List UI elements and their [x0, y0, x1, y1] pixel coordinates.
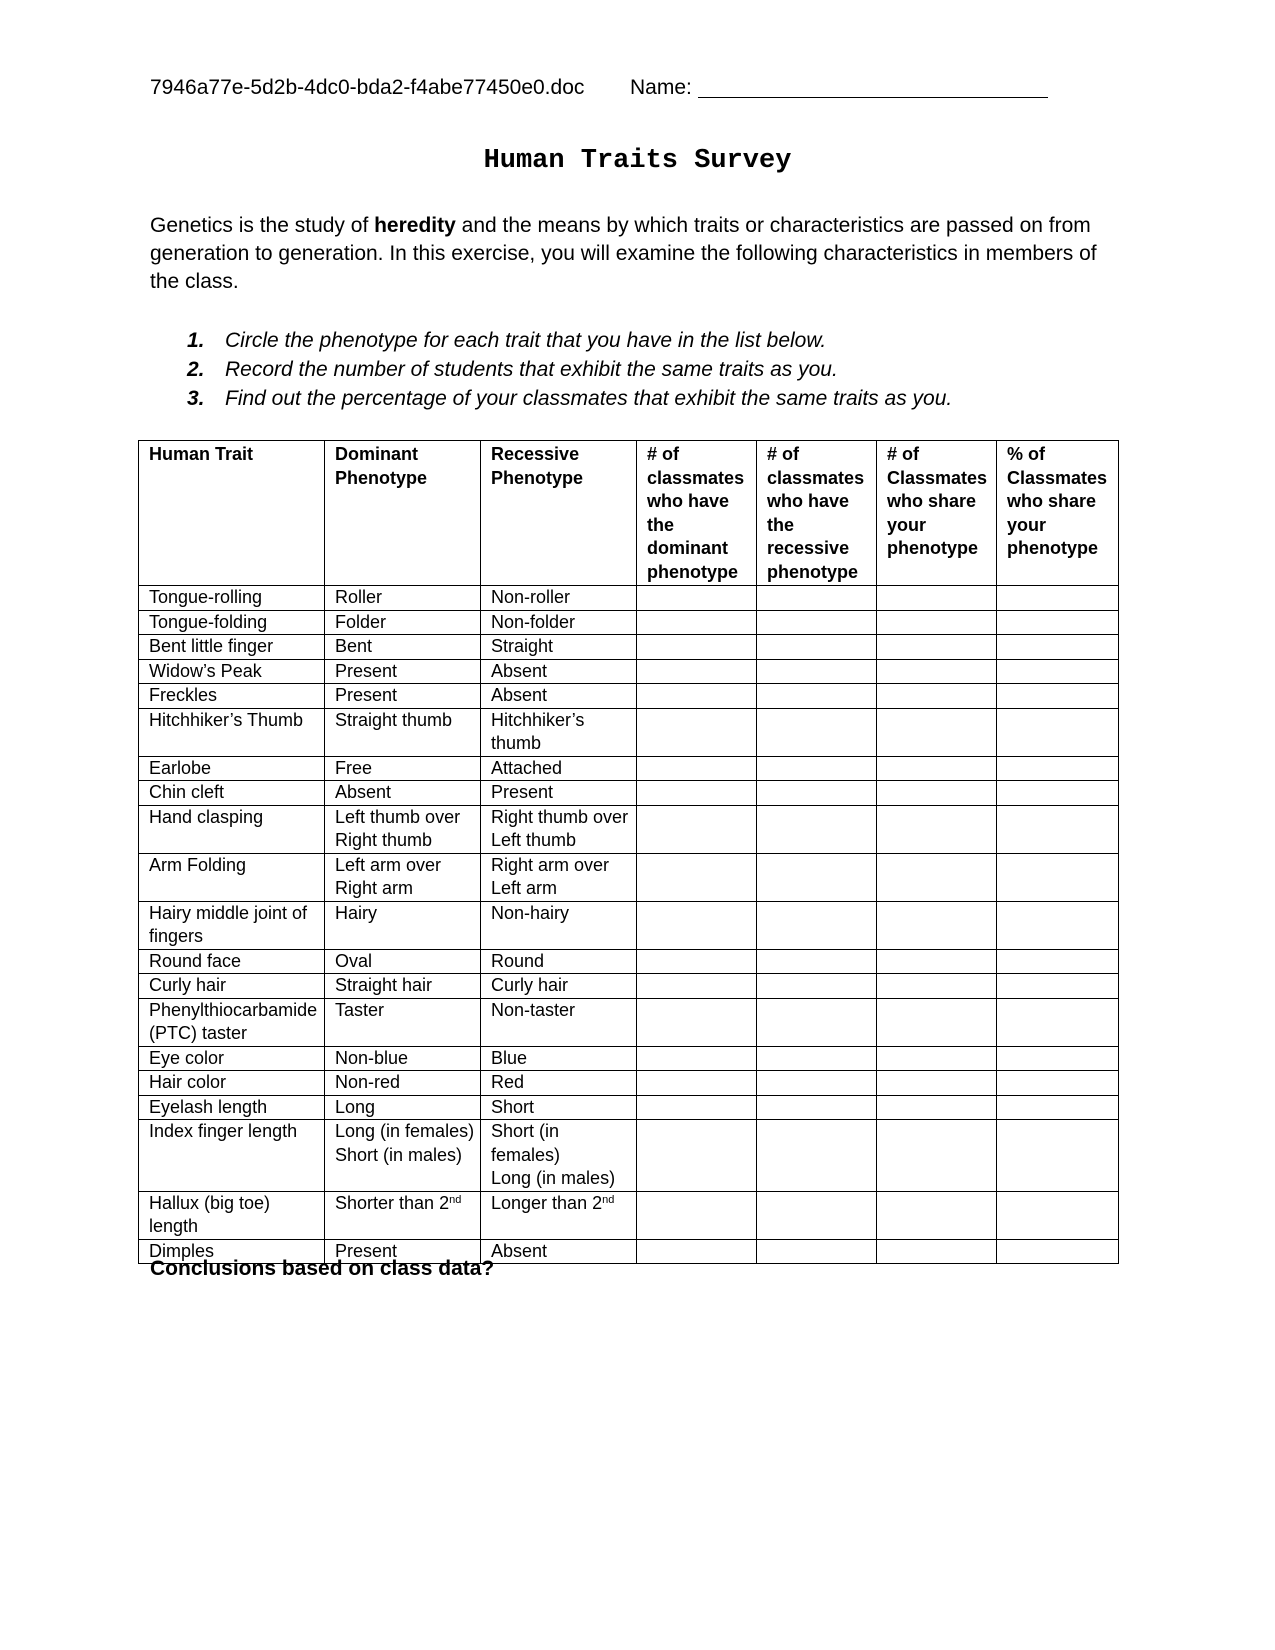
cell-text: Hitchhiker’s: [491, 709, 585, 730]
recessive-phenotype-cell[interactable]: [481, 1095, 637, 1120]
percent-share-cell[interactable]: [997, 949, 1119, 974]
count-share-cell[interactable]: [877, 853, 997, 901]
table-row: [139, 901, 1119, 949]
percent-share-cell[interactable]: [997, 974, 1119, 999]
percent-share-cell[interactable]: [997, 1046, 1119, 1071]
cell-text: Absent: [491, 1240, 548, 1261]
header-recessive-phenotype: [481, 441, 637, 586]
count-share-cell[interactable]: [877, 708, 997, 756]
cell-text: Folder: [335, 611, 387, 632]
percent-share-cell[interactable]: [997, 635, 1119, 660]
percent-share-cell[interactable]: [997, 1191, 1119, 1239]
cell-text: Arm Folding: [149, 854, 247, 875]
count-recessive-cell[interactable]: [757, 805, 877, 853]
name-blank-line[interactable]: [698, 77, 1048, 98]
cell-text: Hairy middle joint of: [149, 902, 308, 923]
trait-cell: [139, 781, 325, 806]
trait-cell: [139, 901, 325, 949]
cell-text: who share: [1007, 491, 1097, 511]
percent-share-cell[interactable]: [997, 684, 1119, 709]
count-share-cell[interactable]: [877, 1239, 997, 1264]
dominant-phenotype-cell[interactable]: [325, 635, 481, 660]
percent-share-cell[interactable]: [997, 781, 1119, 806]
cell-text: Blue: [491, 1047, 528, 1068]
recessive-phenotype-cell[interactable]: [481, 901, 637, 949]
intro-text-part2: and the means by which traits or characteristics are passed on from generation to generation. In this exercise, you will examine the following characteristics in members of the class.: [150, 214, 1097, 293]
count-share-cell[interactable]: [877, 610, 997, 635]
dominant-phenotype-cell[interactable]: [325, 901, 481, 949]
count-dominant-cell[interactable]: [637, 659, 757, 684]
count-recessive-cell[interactable]: [757, 1239, 877, 1264]
cell-text: Eye color: [149, 1047, 225, 1068]
count-dominant-cell[interactable]: [637, 781, 757, 806]
cell-text: Index finger length: [149, 1121, 298, 1141]
header-human-trait: [139, 441, 325, 586]
cell-text: Hand clasping: [149, 806, 264, 827]
dominant-phenotype-cell[interactable]: [325, 708, 481, 756]
table-row: [139, 974, 1119, 999]
cell-text: Right arm: [335, 878, 414, 898]
intro-bold-term: heredity: [374, 214, 456, 237]
cell-text: Present: [335, 685, 398, 705]
cell-text: Straight: [491, 636, 554, 656]
count-dominant-cell[interactable]: [637, 805, 757, 853]
dominant-phenotype-cell[interactable]: [325, 1191, 481, 1239]
count-recessive-cell[interactable]: [757, 974, 877, 999]
cell-text: phenotype: [647, 561, 739, 582]
percent-share-cell[interactable]: [997, 1239, 1119, 1264]
table-row: [139, 610, 1119, 635]
count-dominant-cell[interactable]: [637, 998, 757, 1046]
count-dominant-cell[interactable]: [637, 756, 757, 781]
count-recessive-cell[interactable]: [757, 1120, 877, 1192]
cell-text: Tongue-folding: [149, 611, 268, 632]
table-body: [139, 586, 1119, 1264]
count-share-cell[interactable]: [877, 586, 997, 611]
count-share-cell[interactable]: [877, 805, 997, 853]
cell-text: the: [647, 514, 674, 535]
cell-text: Long: [335, 1096, 376, 1117]
header-classmates-dominant: [637, 441, 757, 586]
cell-text: Earlobe: [149, 757, 212, 778]
trait-cell: [139, 756, 325, 781]
recessive-phenotype-cell[interactable]: [481, 1120, 637, 1192]
recessive-phenotype-cell[interactable]: [481, 610, 637, 635]
dominant-phenotype-cell[interactable]: [325, 1071, 481, 1096]
dominant-phenotype-cell[interactable]: [325, 998, 481, 1046]
cell-text: Hairy: [335, 902, 378, 923]
dominant-phenotype-cell[interactable]: [325, 610, 481, 635]
trait-cell: [139, 610, 325, 635]
dominant-phenotype-cell[interactable]: [325, 949, 481, 974]
recessive-phenotype-cell[interactable]: [481, 1046, 637, 1071]
trait-cell: [139, 853, 325, 901]
trait-cell: [139, 635, 325, 660]
count-dominant-cell[interactable]: [637, 1071, 757, 1096]
header-classmates-share: [877, 441, 997, 586]
count-dominant-cell[interactable]: [637, 684, 757, 709]
percent-share-cell[interactable]: [997, 901, 1119, 949]
count-recessive-cell[interactable]: [757, 998, 877, 1046]
cell-text: Shorter than 2: [335, 1192, 450, 1213]
cell-text: Classmates: [1007, 467, 1108, 488]
step-text: Record the number of students that exhibit the same traits as you.: [225, 358, 838, 381]
dominant-phenotype-cell[interactable]: [325, 586, 481, 611]
cell-text: Short: [491, 1096, 535, 1117]
percent-share-cell[interactable]: [997, 805, 1119, 853]
count-dominant-cell[interactable]: [637, 974, 757, 999]
trait-cell: [139, 586, 325, 611]
cell-text: Straight hair: [335, 975, 433, 995]
recessive-phenotype-cell[interactable]: [481, 853, 637, 901]
cell-text: Hallux (big toe) length: [149, 1192, 271, 1236]
cell-text: Taster: [335, 999, 385, 1020]
cell-text: Longer than 2: [491, 1192, 603, 1213]
count-share-cell[interactable]: [877, 1071, 997, 1096]
cell-text: Round: [491, 950, 545, 971]
table-row: [139, 853, 1119, 901]
cell-text: thumb: [491, 733, 542, 753]
cell-text: Long (in males): [491, 1168, 616, 1188]
cell-text: Dominant: [335, 444, 418, 464]
intro-text-part1: Genetics is the study of: [150, 214, 375, 237]
count-dominant-cell[interactable]: [637, 610, 757, 635]
table-header-row: [139, 441, 1119, 586]
percent-share-cell[interactable]: [997, 1120, 1119, 1192]
count-share-cell[interactable]: [877, 756, 997, 781]
count-dominant-cell[interactable]: [637, 1120, 757, 1192]
count-recessive-cell[interactable]: [757, 781, 877, 806]
recessive-phenotype-cell[interactable]: [481, 805, 637, 853]
step-text: Circle the phenotype for each trait that you have in the list below.: [225, 329, 827, 352]
count-share-cell[interactable]: [877, 1046, 997, 1071]
document-filename: 7946a77e-5d2b-4dc0-bda2-f4abe77450e0.doc: [150, 76, 585, 99]
count-dominant-cell[interactable]: [637, 1191, 757, 1239]
count-recessive-cell[interactable]: [757, 1095, 877, 1120]
dominant-phenotype-cell[interactable]: [325, 1046, 481, 1071]
count-share-cell[interactable]: [877, 1191, 997, 1239]
dominant-phenotype-cell[interactable]: [325, 974, 481, 999]
document-header: [150, 76, 692, 100]
step-text: Find out the percentage of your classmates that exhibit the same traits as you.: [225, 387, 953, 410]
cell-text: Straight thumb: [335, 709, 453, 730]
dominant-phenotype-cell[interactable]: [325, 1095, 481, 1120]
name-label: Name:: [630, 76, 692, 99]
table-row: [139, 635, 1119, 660]
recessive-phenotype-cell[interactable]: [481, 684, 637, 709]
trait-cell: [139, 1046, 325, 1071]
count-share-cell[interactable]: [877, 901, 997, 949]
cell-text: who have: [647, 491, 730, 511]
trait-cell: [139, 1095, 325, 1120]
cell-text: Non-roller: [491, 587, 571, 607]
instruction-step: [150, 384, 1150, 413]
table-row: [139, 781, 1119, 806]
cell-text: Widow’s Peak: [149, 660, 262, 681]
cell-text: Present: [335, 660, 398, 681]
count-dominant-cell[interactable]: [637, 708, 757, 756]
trait-cell: [139, 708, 325, 756]
cell-text: Curly hair: [149, 975, 227, 995]
cell-text: who have: [767, 491, 850, 511]
cell-text: your: [887, 514, 927, 535]
trait-cell: [139, 684, 325, 709]
cell-text: Freckles: [149, 685, 218, 705]
cell-text: Phenotype: [491, 467, 584, 488]
count-share-cell[interactable]: [877, 659, 997, 684]
cell-text: Bent: [335, 636, 373, 656]
ordinal-suffix: nd: [449, 1193, 462, 1206]
count-share-cell[interactable]: [877, 998, 997, 1046]
step-number: 2.: [187, 358, 205, 381]
cell-text: Phenotype: [335, 467, 428, 488]
dominant-phenotype-cell[interactable]: [325, 1120, 481, 1192]
cell-text: Left arm: [491, 878, 558, 898]
dominant-phenotype-cell[interactable]: [325, 756, 481, 781]
cell-text: Right thumb: [335, 830, 433, 850]
cell-text: Long (in females): [335, 1121, 475, 1141]
recessive-phenotype-cell[interactable]: [481, 949, 637, 974]
trait-cell: [139, 1191, 325, 1239]
cell-text: the: [767, 514, 794, 535]
count-dominant-cell[interactable]: [637, 949, 757, 974]
count-share-cell[interactable]: [877, 1095, 997, 1120]
instruction-step: [150, 355, 1150, 384]
percent-share-cell[interactable]: [997, 1095, 1119, 1120]
step-number: 1.: [187, 329, 205, 352]
count-dominant-cell[interactable]: [637, 635, 757, 660]
trait-cell: [139, 805, 325, 853]
count-share-cell[interactable]: [877, 684, 997, 709]
trait-cell: [139, 1120, 325, 1192]
cell-text: Left arm over: [335, 854, 442, 875]
count-share-cell[interactable]: [877, 949, 997, 974]
count-recessive-cell[interactable]: [757, 756, 877, 781]
percent-share-cell[interactable]: [997, 708, 1119, 756]
trait-cell: [139, 659, 325, 684]
cell-text: # of: [647, 444, 680, 464]
percent-share-cell[interactable]: [997, 853, 1119, 901]
cell-text: Attached: [491, 757, 563, 778]
cell-text: Non-folder: [491, 611, 576, 632]
cell-text: phenotype: [1007, 538, 1099, 558]
cell-text: Non-blue: [335, 1047, 409, 1068]
trait-cell: [139, 1071, 325, 1096]
percent-share-cell[interactable]: [997, 610, 1119, 635]
recessive-phenotype-cell[interactable]: [481, 586, 637, 611]
count-dominant-cell[interactable]: [637, 586, 757, 611]
count-recessive-cell[interactable]: [757, 659, 877, 684]
cell-text: Absent: [491, 660, 548, 681]
count-recessive-cell[interactable]: [757, 901, 877, 949]
percent-share-cell[interactable]: [997, 998, 1119, 1046]
conclusion-prompt: Conclusions based on class data?: [150, 1257, 495, 1280]
cell-text: Hitchhiker’s Thumb: [149, 709, 304, 730]
cell-text: Eyelash length: [149, 1096, 268, 1117]
table-row: [139, 1046, 1119, 1071]
recessive-phenotype-cell[interactable]: [481, 974, 637, 999]
count-recessive-cell[interactable]: [757, 586, 877, 611]
cell-text: fingers: [149, 926, 204, 946]
cell-text: Roller: [335, 587, 383, 607]
cell-text: Left thumb over: [335, 806, 461, 827]
intro-paragraph: [150, 212, 1120, 296]
count-dominant-cell[interactable]: [637, 1239, 757, 1264]
recessive-phenotype-cell[interactable]: [481, 1239, 637, 1264]
cell-text: # of: [887, 444, 920, 464]
cell-text: Dimples: [149, 1240, 215, 1261]
cell-text: (PTC) taster: [149, 1023, 248, 1043]
recessive-phenotype-cell[interactable]: [481, 1191, 637, 1239]
count-share-cell[interactable]: [877, 635, 997, 660]
cell-text: dominant: [647, 538, 728, 558]
cell-text: classmates: [767, 467, 865, 488]
table-row: [139, 756, 1119, 781]
count-recessive-cell[interactable]: [757, 1071, 877, 1096]
cell-text: Non-taster: [491, 999, 576, 1020]
cell-text: % of: [1007, 444, 1045, 464]
count-share-cell[interactable]: [877, 781, 997, 806]
cell-text: Absent: [491, 685, 548, 705]
cell-text: Classmates: [887, 467, 988, 488]
cell-text: Right arm over: [491, 854, 610, 875]
count-dominant-cell[interactable]: [637, 853, 757, 901]
ordinal-suffix: nd: [602, 1193, 615, 1206]
table-row: [139, 1120, 1119, 1192]
table-row: [139, 1095, 1119, 1120]
count-recessive-cell[interactable]: [757, 853, 877, 901]
table-row: [139, 949, 1119, 974]
cell-text: Present: [335, 1240, 398, 1261]
cell-text: Chin cleft: [149, 782, 225, 802]
dominant-phenotype-cell[interactable]: [325, 659, 481, 684]
header-classmates-recessive: [757, 441, 877, 586]
table-row: [139, 805, 1119, 853]
cell-text: Red: [491, 1072, 525, 1092]
cell-text: recessive: [767, 538, 850, 558]
recessive-phenotype-cell[interactable]: [481, 708, 637, 756]
table-row: [139, 998, 1119, 1046]
dominant-phenotype-cell[interactable]: [325, 781, 481, 806]
count-recessive-cell[interactable]: [757, 635, 877, 660]
header-percent-share: [997, 441, 1119, 586]
recessive-phenotype-cell[interactable]: [481, 756, 637, 781]
percent-share-cell[interactable]: [997, 756, 1119, 781]
count-dominant-cell[interactable]: [637, 1046, 757, 1071]
trait-cell: [139, 949, 325, 974]
cell-text: Free: [335, 757, 373, 778]
cell-text: Round face: [149, 950, 242, 971]
dominant-phenotype-cell[interactable]: [325, 805, 481, 853]
cell-text: Hair color: [149, 1072, 227, 1092]
table-row: [139, 1191, 1119, 1239]
cell-text: Absent: [335, 782, 392, 802]
cell-text: Right thumb over: [491, 806, 629, 827]
count-recessive-cell[interactable]: [757, 708, 877, 756]
table-row: [139, 586, 1119, 611]
cell-text: Curly hair: [491, 975, 569, 995]
dominant-phenotype-cell[interactable]: [325, 853, 481, 901]
percent-share-cell[interactable]: [997, 659, 1119, 684]
table-row: [139, 659, 1119, 684]
traits-table: [138, 440, 1119, 1264]
count-recessive-cell[interactable]: [757, 1046, 877, 1071]
cell-text: Present: [491, 782, 554, 802]
header-dominant-phenotype: [325, 441, 481, 586]
count-dominant-cell[interactable]: [637, 901, 757, 949]
count-recessive-cell[interactable]: [757, 610, 877, 635]
count-share-cell[interactable]: [877, 974, 997, 999]
recessive-phenotype-cell[interactable]: [481, 659, 637, 684]
cell-text: Non-hairy: [491, 902, 570, 923]
instruction-step: [150, 326, 1150, 355]
percent-share-cell[interactable]: [997, 1071, 1119, 1096]
name-field-wrap: [630, 76, 1048, 100]
cell-text: Short (in males): [335, 1144, 463, 1165]
cell-text: Oval: [335, 950, 373, 971]
recessive-phenotype-cell[interactable]: [481, 781, 637, 806]
count-recessive-cell[interactable]: [757, 1191, 877, 1239]
cell-text: Phenylthiocarbamide: [149, 999, 318, 1020]
recessive-phenotype-cell[interactable]: [481, 998, 637, 1046]
table-row: [139, 1071, 1119, 1096]
count-dominant-cell[interactable]: [637, 1095, 757, 1120]
percent-share-cell[interactable]: [997, 586, 1119, 611]
cell-text: # of: [767, 444, 800, 464]
cell-text: Non-red: [335, 1072, 401, 1092]
cell-text: Short (in females): [491, 1121, 561, 1165]
cell-text: phenotype: [767, 561, 859, 582]
count-share-cell[interactable]: [877, 1120, 997, 1192]
dominant-phenotype-cell[interactable]: [325, 684, 481, 709]
recessive-phenotype-cell[interactable]: [481, 635, 637, 660]
trait-cell: [139, 974, 325, 999]
step-number: 3.: [187, 387, 205, 410]
cell-text: phenotype: [887, 538, 979, 558]
page-title: Human Traits Survey: [483, 146, 792, 176]
recessive-phenotype-cell[interactable]: [481, 1071, 637, 1096]
count-recessive-cell[interactable]: [757, 684, 877, 709]
cell-text: Bent little finger: [149, 636, 274, 656]
cell-text: who share: [887, 491, 977, 511]
cell-text: your: [1007, 514, 1047, 535]
cell-text: Left thumb: [491, 830, 577, 850]
cell-text: classmates: [647, 467, 745, 488]
table-row: [139, 684, 1119, 709]
cell-text: Tongue-rolling: [149, 587, 263, 607]
cell-text: Recessive: [491, 444, 580, 464]
count-recessive-cell[interactable]: [757, 949, 877, 974]
table-row: [139, 708, 1119, 756]
trait-cell: [139, 998, 325, 1046]
cell-text: Human Trait: [149, 444, 254, 464]
instruction-steps: [150, 326, 1150, 413]
